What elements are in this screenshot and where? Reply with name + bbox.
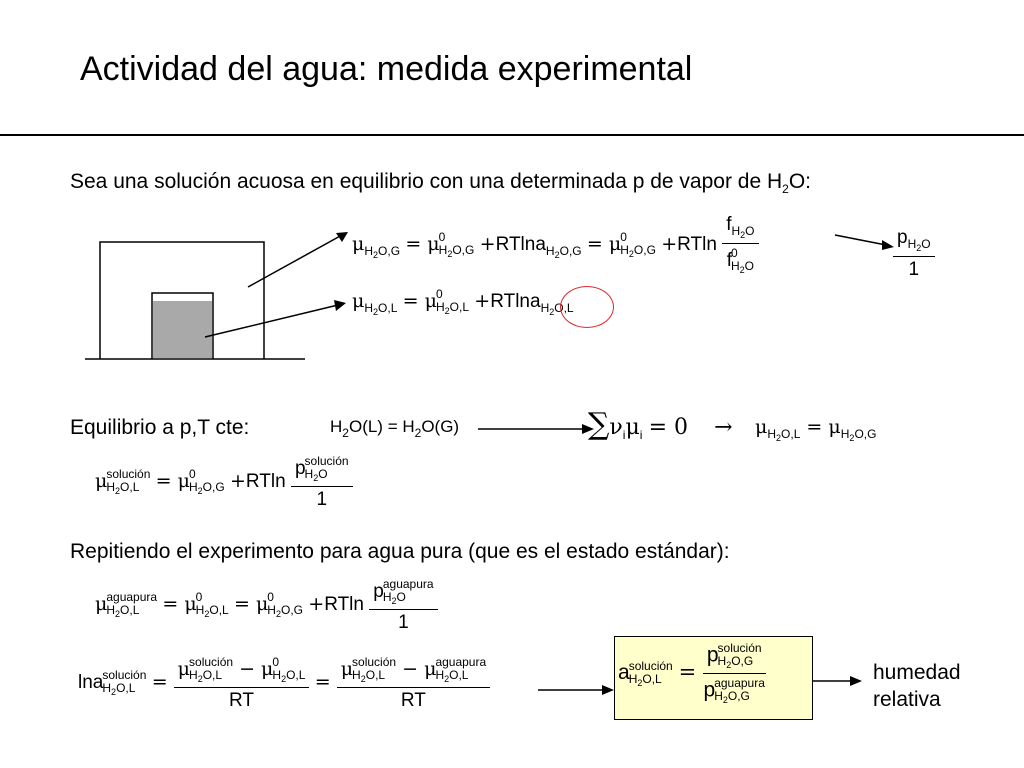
arrow-to-ratio <box>835 235 886 245</box>
activity-highlight-circle <box>560 286 614 328</box>
equation-mu-gas: $\mu_{H_2O,G} = \mu$ 0 $H_2O,G$ +RTlna$_{H_2O,G}$ = μ 0 $H_2O,G$ +RTln $f_{H_2O}$ f 0 $H_2O$ <box>352 215 759 275</box>
humidity-label-line1: humedad <box>873 661 961 684</box>
equation-ln-activity: lna solución $H_2O,L$ = μ solución $H_2O,L$ − μ 0 $H_2O,L$ RT = μ solución $H_2O,L$ − μ aguapura $H_2O,L$ RT <box>78 656 490 710</box>
intro-text: Sea una solución acuosa en equilibrio con una determinada p de vapor de $H_2O$: <box>70 170 812 196</box>
phase-reaction: $H_2O(L) = H_2O(G)$ <box>330 417 460 440</box>
equilibrium-condition: $\sum\nu_i\mu_i = 0$ → <box>588 407 733 442</box>
reaction-arrow <box>478 420 598 440</box>
humidity-label-line2: relativa <box>873 688 941 712</box>
arrow-gas <box>248 235 342 287</box>
title-divider <box>0 134 1024 136</box>
humidity-label <box>873 659 961 714</box>
equilibrium-label: Equilibrio a p,T cte: <box>70 416 250 439</box>
equation-pure-water: μ aguapura $H_2O,L$ = μ 0 $H_2O,L$ = μ 0 $H_2O,G$ +RTln p aguapura $H_2O$ 1 <box>95 578 438 632</box>
arrow-to-humidity <box>812 671 864 691</box>
equation-solution: μ solución $H_2O,L$ = μ 0 $H_2O,G$ +RTln p solución $H_2O$ 1 <box>95 455 353 509</box>
equation-activity-result: a solución $H_2O,L$ = p solución $H_2O,G$ p aguapura $H_2O,G$ <box>618 641 765 705</box>
equal-potentials: $\mu_{H_2O,L} = \mu_{H_2O,G}$ <box>755 416 877 443</box>
arrow-liquid <box>205 305 338 337</box>
liquid-water <box>153 301 212 358</box>
repeat-label: Repitiendo el experimento para agua pura (que es el estado estándar): <box>70 540 730 563</box>
slide-title: Actividad del agua: medida experimental <box>80 50 693 88</box>
pressure-ratio: $\frac{p_{H_2O}}{1}$ <box>893 228 935 279</box>
equation-mu-liquid: $\mu_{H_2O,L} = \mu$ 0 $H_2O,L$ +RTlna$_{H_2O,L}$ <box>352 287 574 318</box>
arrow-to-result <box>538 680 616 700</box>
arrow-liquid-head <box>334 300 346 311</box>
